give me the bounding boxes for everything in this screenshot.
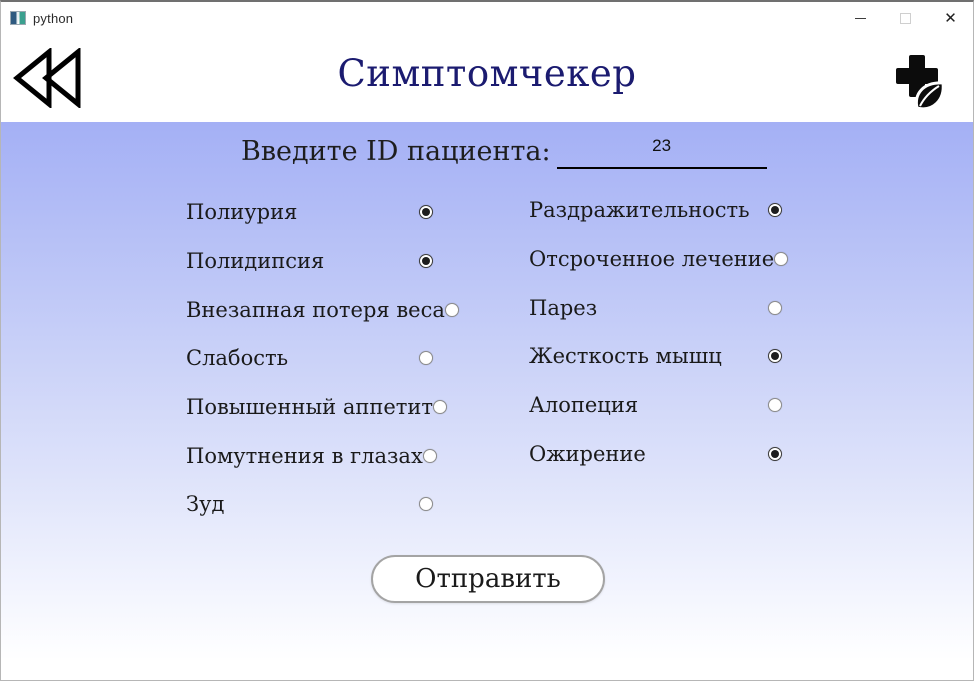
symptom-label: Зуд [186, 492, 225, 517]
symptom-label: Повышенный аппетит [186, 395, 433, 420]
symptom-radio[interactable] [419, 497, 433, 511]
patient-id-label: Введите ID пациента: [241, 136, 551, 168]
symptom-label: Раздражительность [529, 198, 750, 223]
symptom-label: Ожирение [529, 441, 646, 466]
submit-button[interactable]: Отправить [371, 555, 605, 603]
symptom-row [529, 283, 782, 332]
app-icon [10, 10, 26, 26]
symptom-radio[interactable] [768, 398, 782, 412]
page-title: Симптомчекер [337, 52, 637, 95]
symptom-row [186, 480, 433, 529]
symptom-label: Внезапная потеря веса [186, 297, 445, 322]
symptom-row [186, 285, 445, 334]
symptom-radio[interactable] [768, 203, 782, 217]
patient-id-input[interactable] [557, 133, 767, 169]
symptom-radio[interactable] [419, 351, 433, 365]
symptom-radio[interactable] [419, 205, 433, 219]
symptom-row [186, 237, 433, 286]
symptom-label: Помутнения в глазах [186, 443, 423, 468]
symptom-row [529, 381, 782, 430]
symptom-column-left [186, 188, 445, 529]
symptom-row [186, 431, 433, 480]
window-title: python [33, 10, 74, 26]
maximize-icon [900, 13, 911, 24]
medical-cross-leaf-icon [893, 54, 947, 112]
symptom-column-right [529, 186, 782, 478]
minimize-button[interactable] [838, 2, 883, 34]
symptom-radio[interactable] [445, 303, 459, 317]
close-icon: ✕ [944, 8, 957, 27]
symptom-radio[interactable] [768, 447, 782, 461]
symptom-label: Полидипсия [186, 249, 325, 274]
symptom-row [186, 188, 433, 237]
titlebar [1, 2, 973, 34]
symptom-label: Жесткость мышц [529, 344, 722, 369]
symptom-label: Алопеция [529, 393, 639, 418]
symptom-row [186, 334, 433, 383]
symptom-row [529, 186, 782, 235]
symptom-row [529, 235, 782, 284]
symptom-radio[interactable] [768, 301, 782, 315]
symptom-row [529, 332, 782, 381]
symptom-radio[interactable] [768, 349, 782, 363]
symptom-label: Слабость [186, 346, 289, 371]
symptom-row [186, 383, 433, 432]
symptom-radio[interactable] [423, 449, 437, 463]
symptom-radio[interactable] [433, 400, 447, 414]
symptom-row [529, 429, 782, 478]
patient-id-row [241, 133, 767, 169]
symptom-label: Парез [529, 295, 598, 320]
close-button[interactable] [928, 2, 973, 34]
symptom-label: Полиурия [186, 200, 298, 225]
symptom-label: Отсроченное лечение [529, 247, 775, 272]
symptom-radio[interactable] [419, 254, 433, 268]
maximize-button[interactable] [883, 2, 928, 34]
minimize-icon [855, 18, 866, 19]
